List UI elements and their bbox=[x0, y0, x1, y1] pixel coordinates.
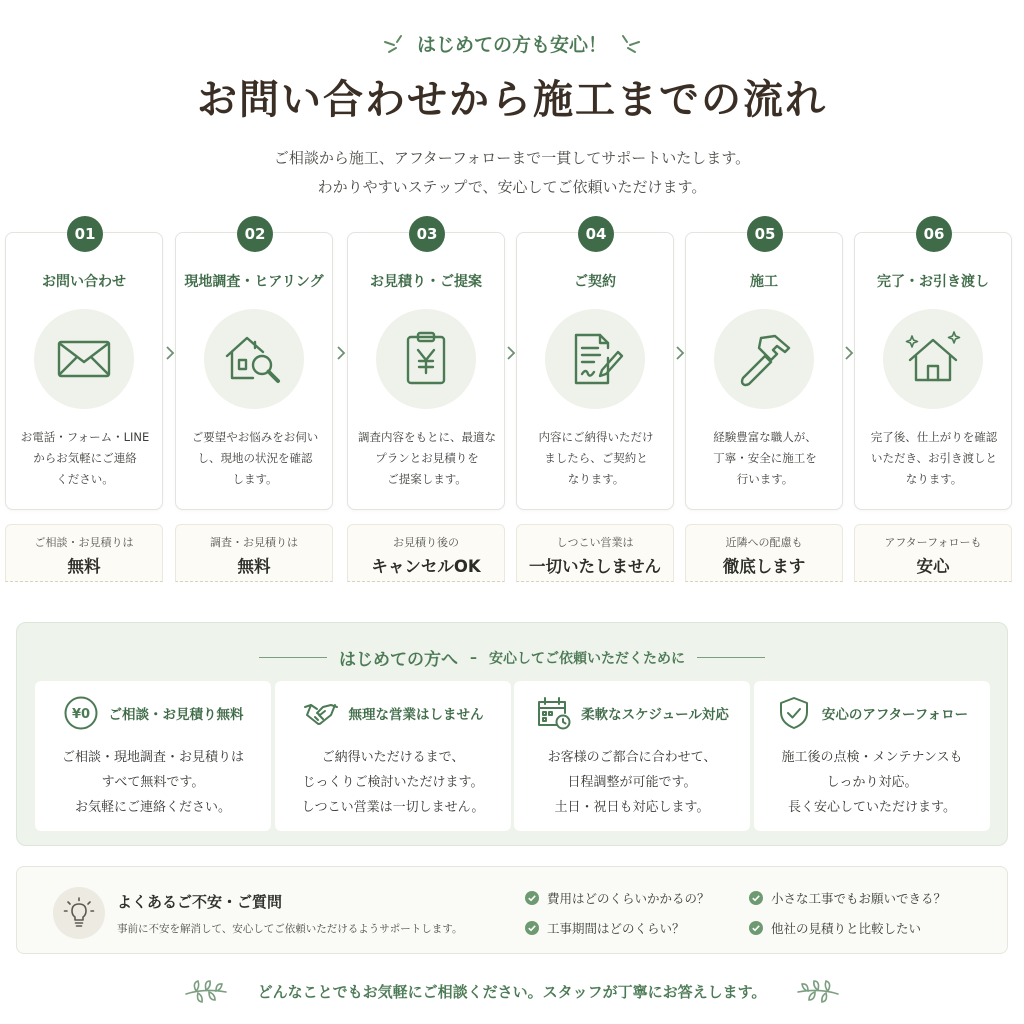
eyebrow-text: はじめての方も安心！ bbox=[416, 34, 607, 56]
badge-value: 安心 bbox=[916, 557, 950, 576]
step-icon-circle bbox=[883, 309, 983, 409]
step-card-site-survey bbox=[175, 225, 333, 510]
desc-line: 土日・祝日も対応します。 bbox=[554, 800, 710, 815]
shield-check-icon bbox=[776, 695, 812, 731]
faq-item[interactable] bbox=[525, 889, 710, 907]
lightbulb-icon bbox=[62, 896, 96, 930]
desc-line: お客様のご都合に合わせて、 bbox=[547, 750, 717, 765]
desc-line: なります。 bbox=[905, 472, 963, 486]
eyebrow bbox=[0, 30, 1024, 57]
feature-description bbox=[520, 745, 744, 820]
first-time-panel bbox=[16, 622, 1008, 846]
faq-item[interactable] bbox=[749, 889, 946, 907]
badge-free-consultation bbox=[5, 524, 163, 582]
faq-title: よくあるご不安・ご質問 bbox=[117, 893, 283, 911]
step-description bbox=[354, 427, 500, 490]
faq-box bbox=[16, 866, 1008, 954]
step-flow bbox=[5, 214, 1019, 510]
desc-line: 長く安心していただけます。 bbox=[788, 800, 956, 815]
desc-line: お気軽にご連絡ください。 bbox=[74, 800, 231, 815]
page-title: お問い合わせから施工までの流れ bbox=[197, 76, 827, 123]
badge-caption: お見積り後の bbox=[393, 536, 459, 549]
badge-no-pushy-sales bbox=[516, 524, 674, 582]
faq-icon-circle bbox=[53, 887, 105, 939]
contract-signing-icon bbox=[564, 328, 626, 390]
yen-zero-icon bbox=[63, 695, 99, 731]
panel-heading-main: はじめての方へ bbox=[339, 650, 458, 670]
step-title: 完了・お引き渡し bbox=[877, 274, 989, 290]
step-number: 06 bbox=[916, 216, 952, 252]
feature-title: 柔軟なスケジュール対応 bbox=[581, 707, 729, 723]
step-icon-circle bbox=[34, 309, 134, 409]
desc-line: ご納得いただけるまで、 bbox=[321, 750, 465, 765]
desc-line: 行います。 bbox=[736, 472, 794, 486]
badge-caption: しつこい営業は bbox=[556, 536, 634, 549]
badge-free-survey bbox=[175, 524, 333, 582]
faq-item[interactable] bbox=[525, 919, 685, 937]
feature-head bbox=[275, 695, 511, 731]
envelope-icon bbox=[53, 328, 115, 390]
check-circle-icon bbox=[525, 891, 539, 905]
subtitle-line: ご相談から施工、アフターフォローまで一貫してサポートいたします。 bbox=[273, 149, 751, 167]
chevron-right-icon bbox=[335, 346, 347, 360]
feature-title: ご相談・お見積り無料 bbox=[108, 707, 244, 723]
clipboard-yen-icon bbox=[395, 328, 457, 390]
feature-description bbox=[760, 745, 984, 820]
badge-value: キャンセルOK bbox=[371, 557, 481, 576]
step-description bbox=[692, 427, 838, 490]
divider bbox=[259, 657, 327, 658]
feature-flexible-schedule bbox=[514, 681, 750, 831]
badge-value: 無料 bbox=[67, 557, 101, 576]
desc-line: 丁寧・安全に施工を bbox=[713, 451, 817, 465]
step-card-contract bbox=[516, 225, 674, 510]
desc-line: 内容にご納得いただけ bbox=[538, 430, 654, 444]
desc-line: しっかり対応。 bbox=[826, 775, 918, 790]
step-number: 02 bbox=[237, 216, 273, 252]
desc-line: 完了後、仕上がりを確認 bbox=[870, 430, 998, 444]
faq-item-text: 小さな工事でもお願いできる？ bbox=[771, 891, 947, 906]
feature-head bbox=[35, 695, 271, 731]
step-description bbox=[12, 427, 158, 490]
step-icon-circle bbox=[376, 309, 476, 409]
step-description bbox=[182, 427, 328, 490]
svg-text:¥0: ¥0 bbox=[71, 707, 90, 722]
step-icon-circle bbox=[204, 309, 304, 409]
desc-line: します。 bbox=[232, 472, 278, 486]
desc-line: 経験豊富な職人が、 bbox=[713, 430, 817, 444]
step-number: 01 bbox=[67, 216, 103, 252]
check-circle-icon bbox=[525, 921, 539, 935]
sparkle-right-icon bbox=[617, 33, 643, 55]
badge-value: 無料 bbox=[237, 557, 271, 576]
feature-description bbox=[41, 745, 265, 820]
panel-heading bbox=[17, 645, 1007, 670]
desc-line: 日程調整が可能です。 bbox=[567, 775, 697, 790]
faq-item-text: 費用はどのくらいかかるの？ bbox=[547, 891, 710, 906]
desc-line: なります。 bbox=[567, 472, 625, 486]
badge-neighbor-care bbox=[685, 524, 843, 582]
desc-line: しつこい営業は一切しません。 bbox=[301, 800, 485, 815]
footer bbox=[0, 978, 1024, 1004]
desc-line: ください。 bbox=[56, 472, 114, 486]
panel-heading-dash: – bbox=[470, 649, 477, 666]
step-card-estimate bbox=[347, 225, 505, 510]
desc-line: からお気軽にご連絡 bbox=[33, 451, 137, 465]
calendar-clock-icon bbox=[535, 695, 571, 731]
leaf-branch-right-icon bbox=[796, 978, 840, 1004]
hammer-icon bbox=[733, 328, 795, 390]
feature-title: 安心のアフターフォロー bbox=[821, 707, 969, 723]
desc-line: じっくりご検討いただけます。 bbox=[302, 775, 484, 790]
step-number: 04 bbox=[578, 216, 614, 252]
step-description bbox=[861, 427, 1007, 490]
step-card-construction bbox=[685, 225, 843, 510]
badge-caption: 近隣への配慮も bbox=[725, 536, 803, 549]
handshake-icon bbox=[303, 695, 339, 731]
faq-item-text: 工事期間はどのくらい？ bbox=[547, 921, 685, 936]
step-title: お見積り・ご提案 bbox=[370, 274, 482, 290]
feature-head bbox=[754, 695, 990, 731]
sparkling-house-icon bbox=[902, 328, 964, 390]
desc-line: ご相談・現地調査・お見積りは bbox=[61, 750, 244, 765]
step-title: 施工 bbox=[750, 274, 778, 290]
step-card-inquiry bbox=[5, 225, 163, 510]
check-circle-icon bbox=[749, 921, 763, 935]
desc-line: ご要望やお悩みをお伺い bbox=[191, 430, 319, 444]
feature-after-follow bbox=[754, 681, 990, 831]
desc-line: し、現地の状況を確認 bbox=[197, 451, 313, 465]
desc-line: ご提案します。 bbox=[387, 472, 467, 486]
faq-subtitle: 事前に不安を解消して、安心してご依頼いただけるようサポートします。 bbox=[117, 923, 463, 935]
step-card-handover bbox=[854, 225, 1012, 510]
footer-message: どんなことでもお気軽にご相談ください。スタッフが丁寧にお答えします。 bbox=[257, 982, 767, 1001]
badge-value: 徹底します bbox=[722, 557, 806, 576]
sparkle-left-icon bbox=[381, 33, 407, 55]
feature-free-estimate bbox=[35, 681, 271, 831]
badge-value: 一切いたしません bbox=[529, 557, 661, 576]
step-icon-circle bbox=[714, 309, 814, 409]
leaf-branch-left-icon bbox=[184, 978, 228, 1004]
step-number: 03 bbox=[409, 216, 445, 252]
feature-description bbox=[281, 745, 505, 820]
badge-caption: ご相談・お見積りは bbox=[34, 536, 134, 549]
step-title: お問い合わせ bbox=[42, 274, 126, 290]
feature-head bbox=[514, 695, 750, 731]
check-circle-icon bbox=[749, 891, 763, 905]
feature-title: 無理な営業はしません bbox=[348, 707, 484, 723]
subtitle-line: わかりやすいステップで、安心してご依頼いただけます。 bbox=[317, 178, 707, 196]
feature-no-pushy-sales bbox=[275, 681, 511, 831]
desc-line: いただき、お引き渡しと bbox=[870, 451, 998, 465]
desc-line: 調査内容をもとに、最適な bbox=[358, 430, 496, 444]
step-number: 05 bbox=[747, 216, 783, 252]
desc-line: すべて無料です。 bbox=[101, 775, 205, 790]
divider bbox=[697, 657, 765, 658]
desc-line: ましたら、ご契約と bbox=[544, 451, 648, 465]
step-description bbox=[523, 427, 669, 490]
badge-caption: 調査・お見積りは bbox=[210, 536, 298, 549]
page-subtitle bbox=[0, 144, 1024, 202]
desc-line: 施工後の点検・メンテナンスも bbox=[781, 750, 963, 765]
step-title: 現地調査・ヒアリング bbox=[184, 274, 324, 290]
house-search-icon bbox=[223, 328, 285, 390]
step-icon-circle bbox=[545, 309, 645, 409]
badge-cancel-ok bbox=[347, 524, 505, 582]
badge-caption: アフターフォローも bbox=[884, 536, 982, 549]
faq-item[interactable] bbox=[749, 919, 921, 937]
panel-heading-sub: 安心してご依頼いただくために bbox=[489, 650, 685, 667]
badge-after-follow bbox=[854, 524, 1012, 582]
desc-line: お電話・フォーム・LINE bbox=[20, 430, 150, 444]
desc-line: プランとお見積りを bbox=[375, 451, 479, 465]
step-title: ご契約 bbox=[574, 274, 616, 290]
faq-item-text: 他社の見積りと比較したい bbox=[771, 921, 922, 936]
